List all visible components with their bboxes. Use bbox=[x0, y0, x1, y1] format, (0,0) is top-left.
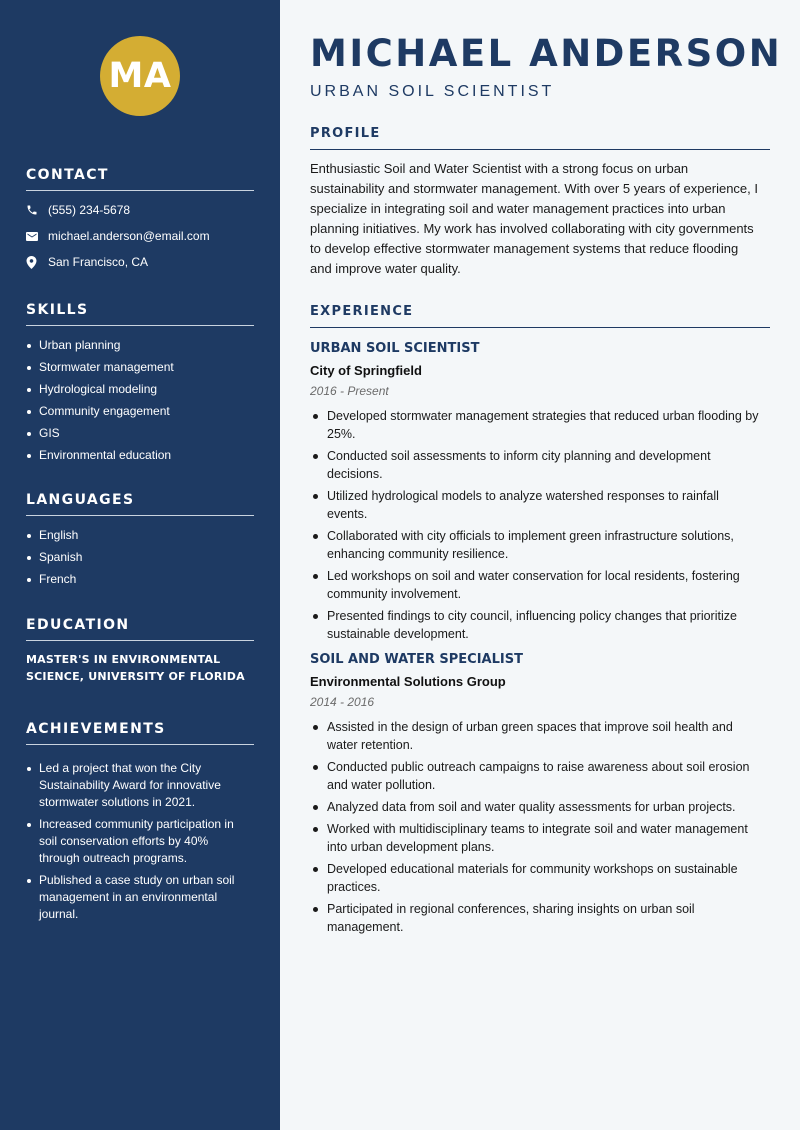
achievement-line: stormwater solutions in 2021. bbox=[39, 795, 196, 809]
experience-section bbox=[310, 304, 770, 936]
job-bullet bbox=[310, 527, 770, 563]
job-bullet bbox=[310, 407, 770, 443]
bullet-line: events. bbox=[327, 507, 368, 521]
candidate-role: URBAN SOIL SCIENTIST bbox=[310, 83, 555, 100]
skill-item: Stormwater management bbox=[26, 359, 254, 376]
profile-line: planning initiatives. My work has involved collaborating with city governments bbox=[310, 221, 754, 236]
education-section bbox=[26, 617, 254, 685]
achievement-line: soil conservation efforts by 40% bbox=[39, 834, 209, 848]
language-item: English bbox=[26, 527, 254, 544]
bullet-line: 25%. bbox=[327, 427, 356, 441]
job-entry bbox=[310, 652, 770, 936]
achievement-line: journal. bbox=[39, 907, 79, 921]
languages-heading: LANGUAGES bbox=[26, 492, 254, 516]
phone-icon bbox=[26, 204, 48, 216]
email-text[interactable]: michael.anderson@email.com bbox=[48, 229, 210, 243]
location-text: San Francisco, CA bbox=[48, 255, 149, 269]
skills-section bbox=[26, 302, 254, 464]
job-bullet bbox=[310, 900, 770, 936]
achievements-section bbox=[26, 721, 254, 923]
bullet-line: Analyzed data from soil and water quality assessments for urban projects. bbox=[327, 800, 736, 814]
job-bullet bbox=[310, 718, 770, 754]
bullet-line: practices. bbox=[327, 880, 381, 894]
achievement-line: through outreach programs. bbox=[39, 851, 188, 865]
job-bullet bbox=[310, 758, 770, 794]
contact-location bbox=[26, 249, 254, 275]
bullet-line: Developed educational materials for community workshops on sustainable bbox=[327, 862, 738, 876]
skills-heading: SKILLS bbox=[26, 302, 254, 326]
skill-item: Hydrological modeling bbox=[26, 381, 254, 398]
contact-email bbox=[26, 223, 254, 249]
job-bullet bbox=[310, 860, 770, 896]
achievement-item bbox=[26, 760, 254, 811]
achievement-line: Increased community participation in bbox=[39, 817, 234, 831]
email-icon bbox=[26, 231, 48, 242]
sidebar bbox=[0, 0, 280, 1130]
education-heading: EDUCATION bbox=[26, 617, 254, 641]
achievement-line: Led a project that won the City bbox=[39, 761, 202, 775]
bullet-line: water retention. bbox=[327, 738, 414, 752]
bullet-line: Collaborated with city officials to implement green infrastructure solutions, bbox=[327, 529, 734, 543]
achievement-item bbox=[26, 872, 254, 923]
languages-section bbox=[26, 492, 254, 588]
achievement-line: management in an environmental bbox=[39, 890, 218, 904]
bullet-line: Assisted in the design of urban green spaces that improve soil health and bbox=[327, 720, 733, 734]
bullet-line: community involvement. bbox=[327, 587, 462, 601]
profile-summary bbox=[310, 159, 770, 279]
profile-line: and improve water quality. bbox=[310, 261, 461, 276]
experience-heading: EXPERIENCE bbox=[310, 304, 770, 328]
job-bullet bbox=[310, 820, 770, 856]
skill-item: GIS bbox=[26, 425, 254, 442]
contact-phone bbox=[26, 197, 254, 223]
job-bullet bbox=[310, 487, 770, 523]
profile-line: to develop effective stormwater management systems that reduce flooding bbox=[310, 241, 739, 256]
job-dates: 2016 - Present bbox=[310, 384, 389, 398]
skill-item: Community engagement bbox=[26, 403, 254, 420]
avatar bbox=[100, 36, 180, 116]
bullet-line: Conducted soil assessments to inform city planning and development bbox=[327, 449, 711, 463]
location-icon bbox=[26, 256, 48, 269]
profile-line: Enthusiastic Soil and Water Scientist with a strong focus on urban bbox=[310, 161, 689, 176]
achievement-item bbox=[26, 816, 254, 867]
bullet-line: Utilized hydrological models to analyze watershed responses to rainfall bbox=[327, 489, 719, 503]
bullet-line: enhancing community resilience. bbox=[327, 547, 509, 561]
contact-heading: CONTACT bbox=[26, 167, 254, 191]
bullet-line: Participated in regional conferences, sharing insights on urban soil bbox=[327, 902, 695, 916]
bullet-line: decisions. bbox=[327, 467, 383, 481]
profile-section bbox=[310, 126, 770, 279]
achievements-heading: ACHIEVEMENTS bbox=[26, 721, 254, 745]
bullet-line: and water pollution. bbox=[327, 778, 436, 792]
job-title: SOIL AND WATER SPECIALIST bbox=[310, 652, 523, 667]
job-dates: 2014 - 2016 bbox=[310, 695, 375, 709]
language-item: Spanish bbox=[26, 549, 254, 566]
bullet-line: Presented findings to city council, influencing policy changes that prioritize bbox=[327, 609, 737, 623]
profile-heading: PROFILE bbox=[310, 126, 770, 150]
job-bullet bbox=[310, 567, 770, 603]
bullet-line: Worked with multidisciplinary teams to integrate soil and water management bbox=[327, 822, 748, 836]
achievement-line: Published a case study on urban soil bbox=[39, 873, 235, 887]
job-company: Environmental Solutions Group bbox=[310, 674, 506, 689]
education-degree bbox=[26, 651, 254, 685]
skill-item: Environmental education bbox=[26, 447, 254, 464]
avatar-initials: MA bbox=[108, 56, 172, 96]
bullet-line: Developed stormwater management strategies that reduced urban flooding by bbox=[327, 409, 759, 423]
profile-line: sustainability and stormwater management. With over 5 years of experience, I bbox=[310, 181, 758, 196]
education-line: MASTER'S IN ENVIRONMENTAL bbox=[26, 653, 221, 666]
candidate-name: MICHAEL ANDERSON bbox=[310, 32, 783, 75]
bullet-line: sustainable development. bbox=[327, 627, 469, 641]
achievement-line: Sustainability Award for innovative bbox=[39, 778, 221, 792]
job-bullet bbox=[310, 447, 770, 483]
skill-item: Urban planning bbox=[26, 337, 254, 354]
main-content bbox=[280, 0, 800, 1130]
phone-text[interactable]: (555) 234-5678 bbox=[48, 203, 131, 217]
job-entry bbox=[310, 341, 770, 643]
job-title: URBAN SOIL SCIENTIST bbox=[310, 341, 480, 356]
bullet-line: management. bbox=[327, 920, 404, 934]
profile-line: specialize in integrating soil and water management practices into urban bbox=[310, 201, 726, 216]
bullet-line: Conducted public outreach campaigns to raise awareness about soil erosion bbox=[327, 760, 750, 774]
bullet-line: into urban development plans. bbox=[327, 840, 495, 854]
job-company: City of Springfield bbox=[310, 363, 422, 378]
education-line: SCIENCE, UNIVERSITY OF FLORIDA bbox=[26, 670, 245, 683]
language-item: French bbox=[26, 571, 254, 588]
bullet-line: Led workshops on soil and water conservation for local residents, fostering bbox=[327, 569, 740, 583]
job-bullet bbox=[310, 798, 770, 816]
job-bullet bbox=[310, 607, 770, 643]
contact-section bbox=[26, 167, 254, 275]
